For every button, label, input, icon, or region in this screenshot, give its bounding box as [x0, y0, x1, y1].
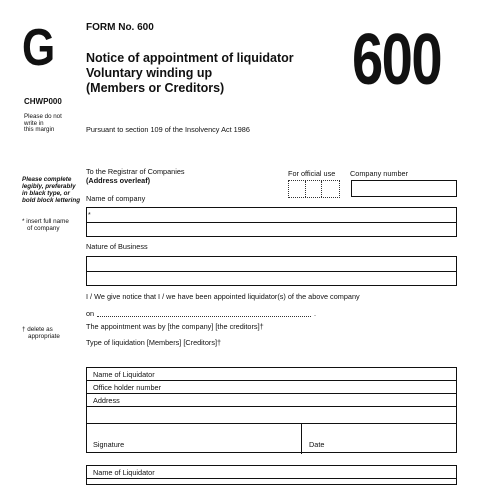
office-holder-label: Office holder number [93, 383, 162, 392]
address-field-extra[interactable] [87, 407, 456, 424]
on-date-label: on [86, 309, 95, 318]
margin-note-line: Please do not [24, 113, 62, 120]
liquidator-2-name-field[interactable] [87, 466, 456, 479]
nature-of-business-field[interactable] [86, 256, 457, 286]
page-title [86, 51, 294, 96]
instruction-line: Please complete [22, 176, 72, 183]
completion-instructions [22, 176, 80, 204]
delete-as-appropriate-note [22, 326, 60, 340]
title-line-2: Voluntary winding up [86, 66, 213, 80]
liquidation-type-statement: Type of liquidation [Members] [Creditors]† [86, 338, 222, 347]
date-label: Date [309, 440, 325, 449]
office-holder-field[interactable] [87, 381, 456, 394]
appointment-by-statement: The appointment was by [the company] [the creditors]† [86, 322, 264, 331]
signature-label: Signature [93, 440, 125, 449]
liquidator-box [86, 367, 457, 453]
address-field[interactable] [87, 394, 456, 407]
on-date-end: . [314, 309, 317, 318]
liquidator-2-name-label: Name of Liquidator [93, 468, 155, 477]
registrar-block [86, 167, 185, 185]
address-label: Address [93, 396, 120, 405]
margin-note [24, 114, 62, 134]
liquidator-name-field[interactable] [87, 368, 456, 381]
form-big-number: 600 [352, 20, 442, 100]
pursuant-text: Pursuant to section 109 of the Insolvency Act 1986 [86, 125, 250, 134]
title-line-3: (Members or Creditors) [86, 81, 225, 95]
notice-statement: I / We give notice that I / we have been appointed liquidator(s) of the above company [86, 292, 360, 301]
registrar-line: To the Registrar of Companies [86, 167, 185, 176]
instruction-line: bold block lettering [22, 197, 81, 204]
note-line: * insert full name [22, 218, 69, 225]
appointment-date-field[interactable] [97, 316, 311, 317]
note-line: appropriate [28, 333, 60, 340]
official-use-box [288, 180, 340, 198]
insert-name-note [22, 218, 69, 232]
note-line: † delete as [22, 326, 53, 333]
form-number: FORM No. 600 [86, 22, 154, 33]
title-line-1: Notice of appointment of liquidator [86, 51, 294, 65]
company-number-field[interactable] [351, 180, 457, 197]
company-name-label: Name of company [86, 194, 146, 203]
instruction-line: in black type, or [22, 190, 70, 197]
margin-note-line: write in [24, 119, 44, 127]
liquidator-box-2 [86, 465, 457, 485]
note-line: of company [27, 225, 60, 232]
form-code: CHWP000 [24, 97, 62, 106]
company-number-label: Company number [350, 169, 408, 178]
instruction-line: legibly, preferably [22, 183, 76, 190]
address-overleaf: (Address overleaf) [86, 176, 151, 185]
form-letter: G [22, 19, 55, 77]
company-name-field[interactable] [86, 207, 457, 237]
liquidator-name-label: Name of Liquidator [93, 370, 155, 379]
margin-note-line: this margin [24, 126, 55, 134]
nature-of-business-label: Nature of Business [86, 242, 148, 251]
official-use-label: For official use [288, 169, 336, 178]
insert-marker: * [88, 212, 91, 219]
